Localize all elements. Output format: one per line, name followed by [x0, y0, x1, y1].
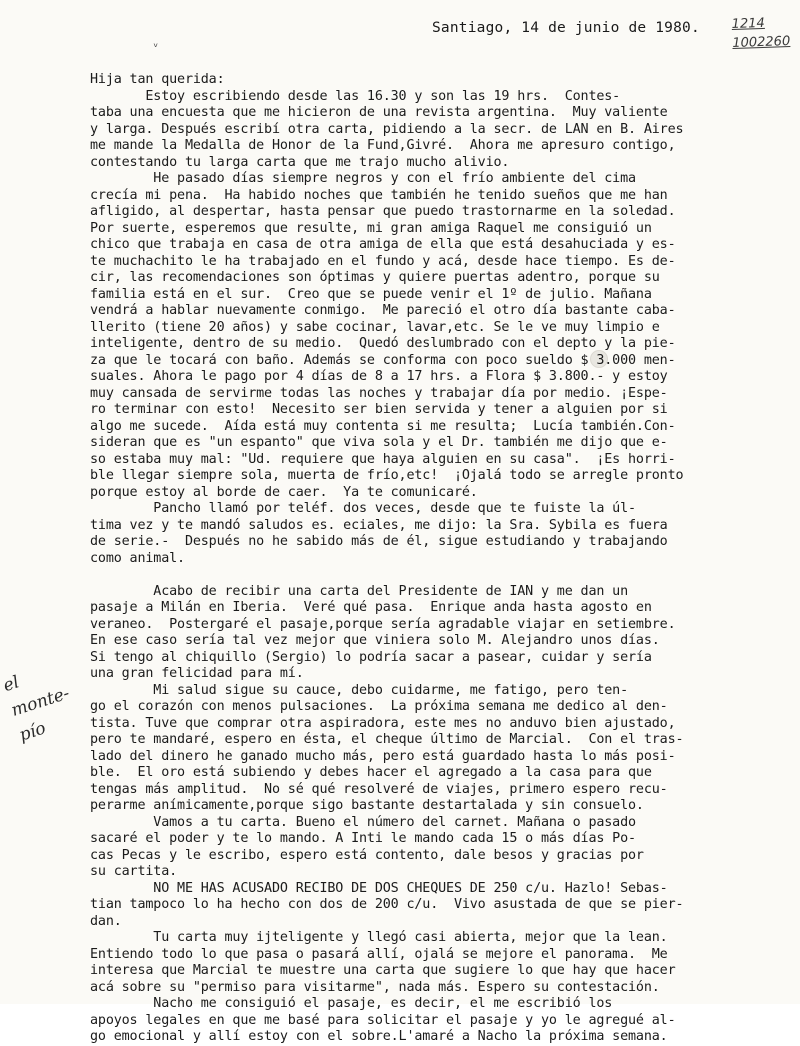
letter-line: so estaba muy mal: "Ud. requiere que haya alguien en su casa". ¡Es horri- — [90, 451, 676, 467]
letter-line: ble llegar siempre sola, muerta de frío,etc! ¡Ojalá todo se arregle pronto — [90, 468, 684, 483]
letter-line: acá sobre su "permiso para visitarme", nada más. Espero su contestación. — [90, 979, 660, 995]
letter-line: su cartita. — [90, 864, 178, 879]
letter-line: Acabo de recibir una carta del Presidente de IAN y me dan un — [90, 583, 629, 599]
handwritten-margin-note: el monte-pío — [0, 672, 73, 746]
letter-line: algo me sucede. Aída está muy contenta si me resulta; Lucía también.Con- — [90, 418, 676, 434]
archive-reference — [731, 13, 792, 53]
letter-line: afligido, al despertar, hasta pensar que puedo trastornarme en la soledad. — [90, 204, 676, 219]
letter-line: contestando tu larga carta que me trajo mucho alivio. — [90, 154, 510, 170]
letter-line: de serie.- Después no he sabido más de él, sigue estudiando y trabajando — [90, 534, 668, 549]
letter-line: te muchachito le ha trabajado en el fundo y acá, desde hace tiempo. Es de- — [90, 253, 676, 269]
letter-date: Santiago, 14 de junio de 1980. — [432, 20, 700, 36]
letter-line: crecía mi pena. Ha habido noches que también he tenido sueños que me han — [90, 187, 668, 203]
letter-line: En ese caso sería tal vez mejor que viniera solo M. Alejandro unos días. — [90, 633, 660, 648]
letter-line: como animal. — [90, 550, 185, 566]
letter-line: chico que trabaja en casa de otra amiga de ella que está desahuciada y es- — [90, 237, 676, 252]
letter-line: llerito (tiene 20 años) y sabe cocinar, lavar,etc. Se le ve muy limpio e — [90, 319, 660, 335]
letter-line: NO ME HAS ACUSADO RECIBO DE DOS CHEQUES DE 250 c/u. Hazlo! Sebas- — [90, 880, 668, 896]
letter-line: go emocional y allí estoy con el sobre.L'amaré a Nacho la próxima semana. — [90, 1029, 668, 1044]
letter-line: suales. Ahora le pago por 4 días de 8 a 17 hrs. a Flora $ 3.800.- y estoy — [90, 369, 668, 384]
letter-line: tian tampoco lo ha hecho con dos de 200 c/u. Vivo asustada de que se pier- — [90, 897, 684, 912]
letter-line: sacaré el poder y te lo mando. A Inti le mando cada 15 o más días Po- — [90, 831, 636, 846]
letter-line: interesa que Marcial te muestre una carta que sugiere lo que hay que hacer — [90, 963, 676, 978]
letter-line: vendrá a hablar nuevamente conmigo. Me pareció el otro día bastante caba- — [90, 303, 676, 318]
letter-line: pasaje a Milán en Iberia. Veré qué pasa. Enrique anda hasta agosto en — [90, 600, 652, 615]
letter-line: Estoy escribiendo desde las 16.30 y son las 19 hrs. Contes- — [90, 88, 621, 104]
letter-line: Tu carta muy ijteligente y llegó casi abierta, mejor que la lean. — [90, 930, 668, 945]
letter-line: perarme anímicamente,porque sigo bastante destartalada y sin consuelo. — [90, 798, 644, 813]
letter-line: taba una encuesta que me hicieron de una revista argentina. Muy valiente — [90, 105, 668, 120]
letter-line: muy cansada de servirme todas las noches y trabajar día por medio. ¡Espe- — [90, 385, 668, 401]
letter-line: cir, las recomendaciones son óptimas y quiere puertas adentro, porque su — [90, 270, 660, 285]
letter-line: Mi salud sigue su cauce, debo cuidarme, me fatigo, pero ten- — [90, 682, 629, 698]
letter-line: Nacho me consiguió el pasaje, es decir, el me escribió los — [90, 996, 613, 1011]
letter-line: me mande la Medalla de Honor de la Fund,Givré. Ahora me apresuro contigo, — [90, 138, 676, 153]
letter-line — [90, 567, 790, 584]
letter-line: una gran felicidad para mí. — [90, 666, 304, 681]
letter-line: veraneo. Postergaré el pasaje,porque sería agradable viajar en setiembre. — [90, 616, 676, 632]
letter-line: sideran que es "un espanto" que viva sola y el Dr. también me dijo que e- — [90, 435, 668, 450]
letter-line: cas Pecas y le escribo, espero está contento, dale besos y gracias por — [90, 847, 644, 863]
pen-mark: ᵛ — [152, 40, 160, 54]
letter-line: apoyos legales en que me basé para solicitar el pasaje y yo le agregué al- — [90, 1012, 676, 1028]
letter-line: inteligente, dentro de su medio. Quedó deslumbrado con el depto y la pie- — [90, 336, 676, 351]
letter-line: Por suerte, esperemos que resulte, mi gran amiga Raquel me consiguió un — [90, 220, 652, 236]
letter-line: y larga. Después escribí otra carta, pidiendo a la secr. de LAN en B. Aires — [90, 121, 684, 137]
letter-line: familia está en el sur. Creo que se puede venir el 1º de julio. Mañana — [90, 286, 652, 302]
archive-code: 1002260 — [732, 34, 791, 52]
letter-line: ble. El oro está subiendo y debes hacer el agregado a la casa para que — [90, 765, 652, 780]
letter-line: Si tengo al chiquillo (Sergio) lo podría sacar a pasear, cuidar y sería — [90, 649, 652, 665]
letter-line: tengas más amplitud. No sé qué resolveré de viajes, primero espero recu- — [90, 781, 668, 797]
letter-line: lado del dinero he ganado mucho más, pero está guardado hasta lo más posi- — [90, 748, 676, 764]
letter-line: dan. — [90, 913, 122, 929]
letter-line: Entiendo todo lo que pasa o pasará allí, ojalá se mejore el panorama. Me — [90, 946, 668, 962]
letter-line: He pasado días siempre negros y con el frío ambiente del cima — [90, 171, 636, 186]
letter-body — [90, 72, 790, 1046]
letter-line: Vamos a tu carta. Bueno el número del carnet. Mañana o pasado — [90, 814, 636, 830]
archive-number: 1214 — [731, 15, 766, 33]
letter-line: Hija tan querida: — [90, 72, 225, 87]
letter-line: ro terminar con esto! Necesito ser bien servida y tener a alguien por si — [90, 402, 668, 417]
letter-line: za que le tocará con baño. Además se conforma con poco sueldo $ 3.000 men- — [90, 352, 676, 368]
letter-line: Pancho llamó por teléf. dos veces, desde que te fuiste la úl- — [90, 501, 636, 516]
letter-line: porque estoy al borde de caer. Ya te comunicaré. — [90, 484, 478, 500]
letter-line: tista. Tuve que comprar otra aspiradora, este mes no anduvo bien ajustado, — [90, 715, 676, 731]
letter-line: pero te mandaré, espero en ésta, el cheque último de Marcial. Con el tras- — [90, 732, 684, 747]
letter-line: tima vez y te mandó saludos es. eciales, me dijo: la Sra. Sybila es fuera — [90, 517, 668, 533]
letter-line: go el corazón con menos pulsaciones. La próxima semana me dedico al den- — [90, 699, 668, 714]
